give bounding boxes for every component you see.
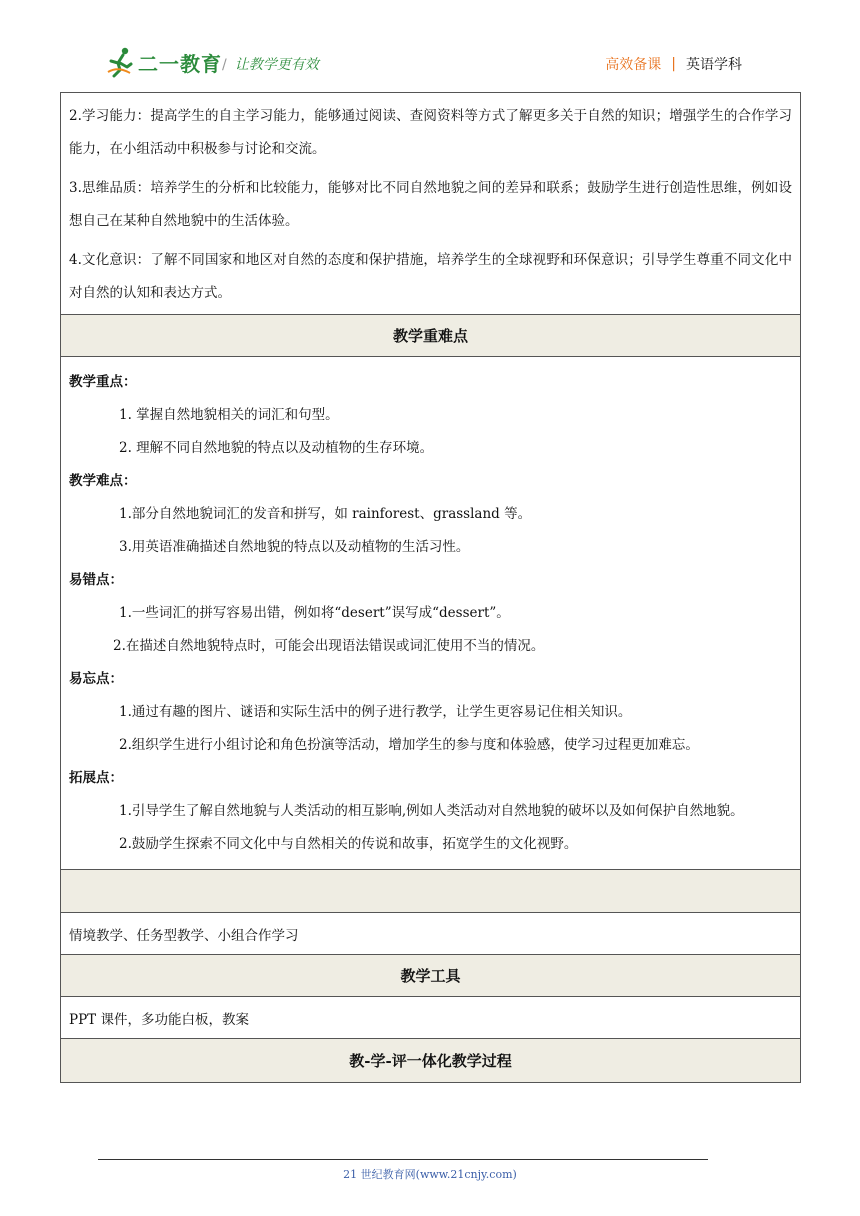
difficult-item: 1.部分自然地貌词汇的发音和拼写，如 rainforest、grassland 等。: [119, 506, 532, 522]
lesson-table: [60, 92, 801, 1083]
focus-item: 2. 理解不同自然地貌的特点以及动植物的生存环境。: [119, 440, 434, 456]
objective-4: 4.文化意识：了解不同国家和地区对自然的态度和保护措施，培养学生的全球视野和环保意识；引导学生尊重不同文化中对自然的认知和表达方式。: [69, 252, 792, 301]
forget-item: 2.组织学生进行小组讨论和角色扮演等活动，增加学生的参与度和体验感，使学习过程更加难忘。: [119, 737, 699, 753]
logo-text: 二一教育: [138, 51, 222, 76]
difficult-title: 教学难点：: [69, 473, 137, 489]
slogan-text: 让教学更有效: [234, 57, 319, 73]
header-tag: 高效备课: [605, 57, 662, 73]
error-item: 1.一些词汇的拼写容易出错，例如将“desert”误写成“dessert”。: [119, 605, 510, 621]
error-title: 易错点：: [69, 572, 123, 588]
page-header: [0, 0, 860, 92]
runner-logo-icon: [106, 46, 136, 78]
tools-heading: 教学工具: [61, 955, 800, 997]
header-subject: [605, 54, 742, 74]
header-subject-name: 英语学科: [686, 57, 742, 73]
focus-item: 1. 掌握自然地貌相关的词汇和句型。: [119, 407, 339, 423]
slogan: / 让教学更有效: [222, 57, 319, 73]
focus-title: 教学重点：: [69, 374, 137, 390]
forget-item: 1.通过有趣的图片、谜语和实际生活中的例子进行教学，让学生更容易记住相关知识。: [119, 704, 632, 720]
footer-link[interactable]: 21 世纪教育网(www.21cnjy.com): [343, 1168, 517, 1181]
header-separator: |: [671, 56, 676, 72]
logo: [106, 44, 222, 80]
footer-divider: [98, 1159, 708, 1160]
error-item: 2.在描述自然地貌特点时，可能会出现语法错误或词汇使用不当的情况。: [113, 638, 545, 654]
process-heading: 教-学-评一体化教学过程: [61, 1039, 800, 1083]
methods-content: 情境教学、任务型教学、小组合作学习: [61, 913, 800, 955]
extend-item: 1.引导学生了解自然地貌与人类活动的相互影响,例如人类活动对自然地貌的破坏以及如何保护自然地貌。: [119, 803, 744, 819]
objective-2: 2.学习能力：提高学生的自主学习能力，能够通过阅读、查阅资料等方式了解更多关于自然的知识；增强学生的合作学习能力，在小组活动中积极参与讨论和交流。: [69, 108, 792, 157]
methods-heading: [61, 870, 800, 913]
objective-3: 3.思维品质：培养学生的分析和比较能力，能够对比不同自然地貌之间的差异和联系；鼓励学生进行创造性思维，例如设想自己在某种自然地貌中的生活体验。: [69, 180, 792, 229]
difficult-item: 3.用英语准确描述自然地貌的特点以及动植物的生活习性。: [119, 539, 470, 555]
extend-title: 拓展点：: [69, 770, 123, 786]
key-difficult-cell: [61, 357, 800, 870]
objectives-cell: [61, 92, 800, 315]
forget-title: 易忘点：: [69, 671, 123, 687]
key-difficult-heading: 教学重难点: [61, 315, 800, 357]
tools-content: PPT 课件，多功能白板，教案: [61, 997, 800, 1039]
extend-item: 2.鼓励学生探索不同文化中与自然相关的传说和故事，拓宽学生的文化视野。: [119, 836, 578, 852]
